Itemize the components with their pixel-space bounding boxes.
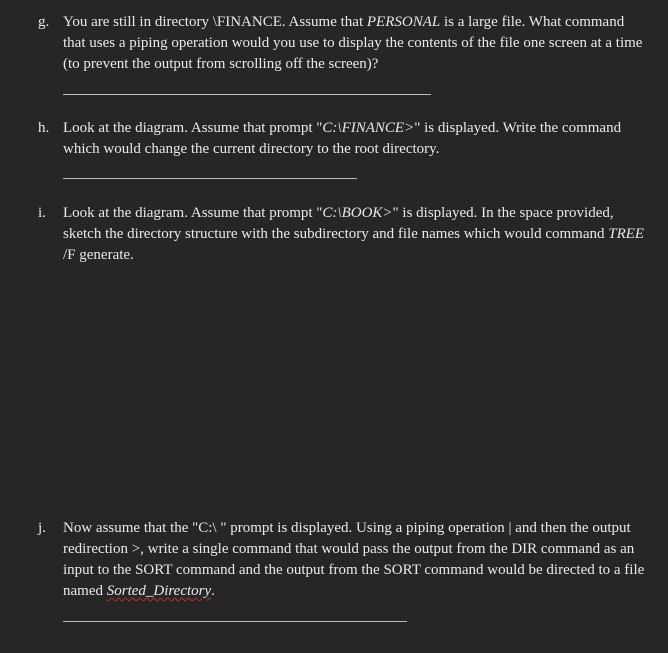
spellcheck-flagged-filename: Sorted_Directory xyxy=(106,583,212,599)
emphasized-filename: PERSONAL xyxy=(366,14,441,30)
answer-line-j[interactable] xyxy=(63,621,407,622)
emphasized-prompt: C:\BOOK> xyxy=(322,205,393,221)
question-text: You are still in directory \FINANCE. Assume that PERSONAL is a large file. What command that uses a piping operation would you use to display the contents of the file one screen at a time (to prevent the output from scrolling off the screen)? xyxy=(63,14,643,72)
emphasized-prompt: C:\FINANCE> xyxy=(322,120,415,136)
question-text: Now assume that the "C:\ " prompt is displayed. Using a piping operation | and then the output redirection >, write a single command that would pass the output from the DIR command as an input to the SORT command and the output from the SORT command would be directed to a file named Sorted_Directory. xyxy=(63,520,645,599)
question-letter: i. xyxy=(38,205,46,221)
sketch-area[interactable] xyxy=(63,272,648,502)
answer-line-g[interactable] xyxy=(63,94,431,95)
question-letter: g. xyxy=(38,14,50,30)
emphasized-command: TREE xyxy=(608,226,645,242)
question-letter: j. xyxy=(38,520,46,536)
question-text: Look at the diagram. Assume that prompt "C:\BOOK>" is displayed. In the space provided, sketch the directory structure with the subdirectory and file names which would command TREE /F generate. xyxy=(63,205,645,263)
answer-line-h[interactable] xyxy=(63,178,357,179)
question-letter: h. xyxy=(38,120,50,136)
question-text: Look at the diagram. Assume that prompt "C:\FINANCE>" is displayed. Write the command which would change the current directory to the root directory. xyxy=(63,120,622,157)
